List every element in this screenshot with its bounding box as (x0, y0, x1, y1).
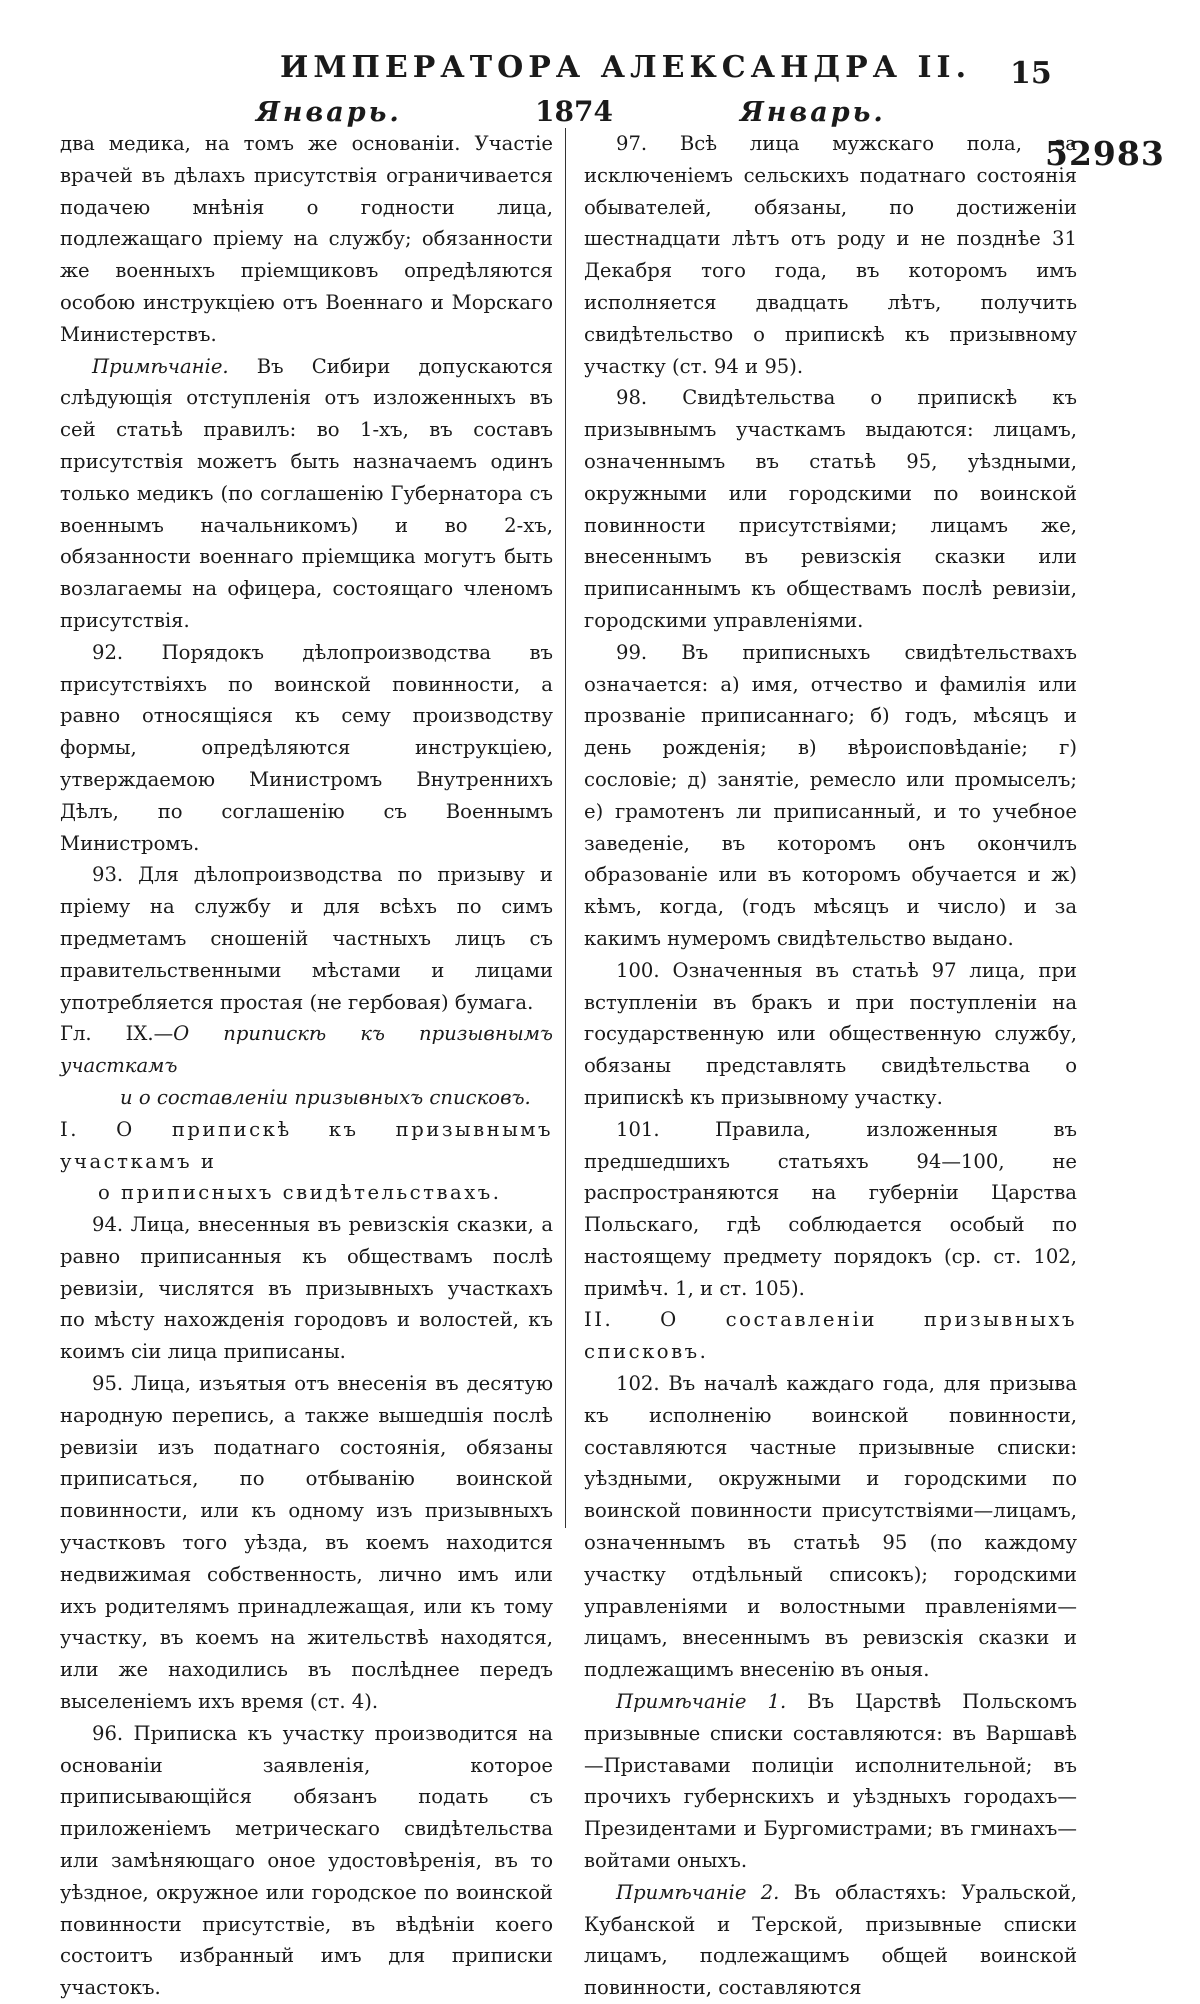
note-2-text: Въ областяхъ: Уральской, Кубанской и Терской, призывные списки лицамъ, подлежащимъ общей воинской повинности, составляются (584, 1880, 1077, 2000)
law-number: 52983 (1045, 134, 1165, 173)
article-94: 94. Лица, внесенныя въ ревизскія сказки, а равно приписанныя къ обществамъ послѣ ревизіи, числятся въ призывныхъ участкахъ по мѣсту нахожденія городовъ и волостей, къ коимъ сіи лица приписаны. (60, 1213, 553, 1364)
section-heading-1-cont: о приписныхъ свидѣтельствахъ. (98, 1181, 502, 1205)
article-92: 92. Порядокъ дѣлопроизводства въ присутствіяхъ по воинской повинности, а равно относящіяся къ сему производству формы, опредѣляются инструкціею, утверждаемою Министромъ Внутреннихъ Дѣлъ, по соглашенію съ Военнымъ Министромъ. (60, 640, 553, 855)
article-99: 99. Въ приписныхъ свидѣтельствахъ означается: а) имя, отчество и фамилія или прозваніе приписаннаго; б) годъ, мѣсяцъ и день рожденія; в) вѣроисповѣданіе; г) сословіе; д) занятіе, ремесло или промыселъ; е) грамотенъ ли приписанный, и то учебное заведеніе, въ которомъ онъ окончилъ образованіе или въ которомъ обучается и ж) кѣмъ, когда, (годъ мѣсяцъ и число) и за какимъ нумеромъ свидѣтельство выдано. (584, 640, 1077, 950)
article-98: 98. Свидѣтельства о припискѣ къ призывнымъ участкамъ выдаются: лицамъ, означеннымъ въ статьѣ 95, уѣздными, окружными или городскими по воинской повинности присутствіями; лицамъ же, внесеннымъ въ ревизскія сказки или приписаннымъ къ обществамъ послѣ ревизіи, городскими управленіями. (584, 386, 1077, 632)
chapter-title-line-2: и о составленіи призывныхъ списковъ. (120, 1085, 531, 1109)
column-divider (565, 128, 566, 1528)
month-left: Январь. (256, 97, 402, 128)
right-column (584, 128, 1077, 2000)
note-text: Въ Сибири допускаются слѣдующія отступленія отъ изложенныхъ въ сей статьѣ правилъ: во 1-хъ, въ составъ присутствія можетъ быть назначаемъ одинъ только медикъ (по соглашенію Губернатора съ военнымъ начальникомъ) и во 2-хъ, обязанности военнаго пріемщика могутъ быть возлагаемы на офицера, состоящаго членомъ присутствія. (60, 354, 553, 632)
note-label: Примѣчаніе. (92, 354, 229, 378)
article-96: 96. Приписка къ участку производится на основаніи заявленія, которое приписывающійся обязанъ подать съ приложеніемъ метрическаго свидѣтельства или замѣняющаго оное удостовѣренія, въ то уѣздное, окружное или городское по воинской повинности присутствіе, въ вѣдѣніи коего состоитъ избранный имъ для приписки участокъ. (60, 1721, 553, 2000)
note-1-paragraph (584, 1686, 1077, 1877)
article-97: 97. Всѣ лица мужскаго пола, за исключеніемъ сельскихъ податнаго состоянія обывателей, обязаны, по достиженіи шестнадцати лѣтъ отъ роду и не позднѣе 31 Декабря того года, въ которомъ имъ исполняется двадцать лѣтъ, получить свидѣтельство о припискѣ къ призывному участку (ст. 94 и 95). (584, 132, 1077, 378)
month-right: Январь. (740, 97, 886, 128)
left-column (60, 128, 553, 2000)
article-93: 93. Для дѣлопроизводства по призыву и пріему на службу и для всѣхъ по симъ предметамъ сношеній частныхъ лицъ съ правительственными мѣстами и лицами употребляется простая (не гербовая) бумага. (60, 863, 553, 1014)
note-2-label: Примѣчаніе 2. (616, 1880, 780, 1904)
page-number: 15 (1010, 56, 1052, 91)
chapter-number: Гл. IX.— (60, 1022, 174, 1046)
article-102: 102. Въ началѣ каждаго года, для призыва къ исполненію воинской повинности, составляются частные призывные списки: уѣздными, окружными и городскими по воинской повинности присутствіями—лицамъ, означеннымъ въ статьѣ 95 (по каждому участку отдѣльный списокъ); городскими управленіями и волостными правленіями—лицамъ, внесеннымъ въ ревизскія сказки и подлежащимъ внесенію въ оныя. (584, 1372, 1077, 1682)
note-2-paragraph (584, 1877, 1077, 2004)
paragraph-continued: два медика, на томъ же основаніи. Участіе врачей въ дѣлахъ присутствія ограничивается подачею мнѣнія о годности лица, подлежащаго пріему на службу; обязанности же военныхъ пріемщиковъ опредѣляются особою инструкціею отъ Военнаго и Морскаго Министерствъ. (60, 132, 553, 346)
chapter-heading (60, 1018, 553, 1082)
note-paragraph (60, 351, 553, 637)
section-heading-1: I. О припискѣ къ призывнымъ участкамъ и (60, 1117, 553, 1173)
year: 1874 (535, 95, 613, 128)
article-100: 100. Означенныя въ статьѣ 97 лица, при вступленіи въ бракъ и при поступленіи на государственную или общественную службу, обязаны представлять свидѣтельства о припискѣ къ призывному участку. (584, 958, 1077, 1109)
section-heading-2: II. О составленіи призывныхъ списковъ. (584, 1308, 1077, 1364)
note-1-label: Примѣчаніе 1. (616, 1690, 787, 1714)
article-95: 95. Лица, изъятыя отъ внесенія въ десятую народную перепись, а также вышедшія послѣ ревизіи изъ податнаго состоянія, обязаны приписаться, по отбыванію воинской повинности, или къ одному изъ призывныхъ участковъ того уѣзда, въ коемъ находится недвижимая собственность, лично имъ или ихъ родителямъ принадлежащая, или къ тому участку, въ коемъ на жительствѣ находятся, или же находились въ послѣднее передъ выселеніемъ ихъ время (ст. 4). (60, 1372, 553, 1714)
article-101: 101. Правила, изложенныя въ предшедшихъ статьяхъ 94—100, не распространяются на губерніи Царства Польскаго, гдѣ соблюдается особый по настоящему предмету порядокъ (ср. ст. 102, примѣч. 1, и ст. 105). (584, 1117, 1077, 1300)
note-1-text: Въ Царствѣ Польскомъ призывные списки составляются: въ Варшавѣ—Приставами полиціи исполнительной; въ прочихъ губернскихъ и уѣздныхъ городахъ—Президентами и Бургомистрами; въ гминахъ—войтами оныхъ. (584, 1690, 1077, 1873)
running-title: ИМПЕРАТОРА АЛЕКСАНДРА II. (280, 50, 972, 85)
chapter-title-line-1: О припискѣ къ призывнымъ участкамъ (60, 1022, 553, 1078)
